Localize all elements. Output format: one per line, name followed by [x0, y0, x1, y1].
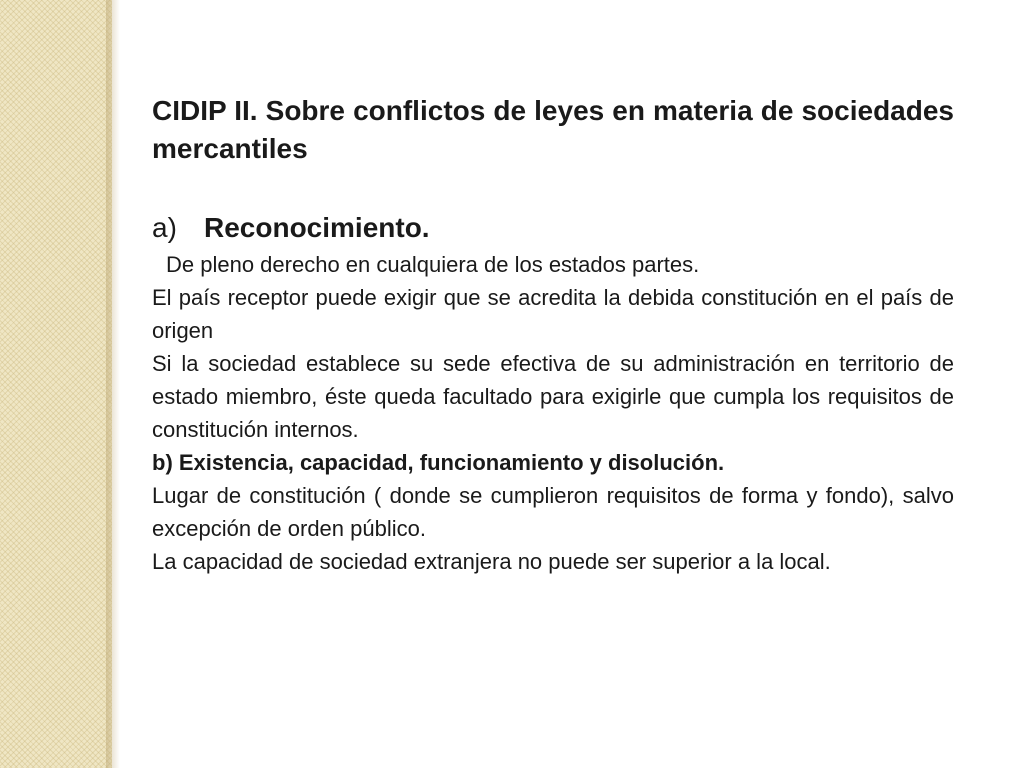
section-a-marker: a) [152, 212, 177, 243]
side-band-shadow [106, 0, 120, 768]
spacer [152, 168, 954, 210]
decorative-side-band [0, 0, 112, 768]
section-a-title: Reconocimiento. [204, 212, 430, 243]
paragraph-place-of-constitution: Lugar de constitución ( donde se cumplieron requisitos de forma y fondo), salvo excepción de orden público. [152, 483, 954, 541]
section-a-heading [152, 210, 954, 246]
slide-content [152, 92, 954, 578]
section-b-heading: b) Existencia, capacidad, funcionamiento y disolución. [152, 450, 725, 475]
paragraph-capacity: La capacidad de sociedad extranjera no puede ser superior a la local. [152, 549, 831, 574]
slide-title: CIDIP II. Sobre conflictos de leyes en materia de sociedades mercantiles [152, 95, 954, 164]
paragraph-receiving-country: El país receptor puede exigir que se acredita la debida constitución en el país de origen [152, 285, 954, 343]
paragraph-effective-seat: Si la sociedad establece su sede efectiva de su administración en territorio de estado miembro, éste queda facultado para exigirle que cumpla los requisitos de constitución internos. [152, 351, 954, 442]
paragraph-recognition: De pleno derecho en cualquiera de los estados partes. [166, 252, 700, 277]
